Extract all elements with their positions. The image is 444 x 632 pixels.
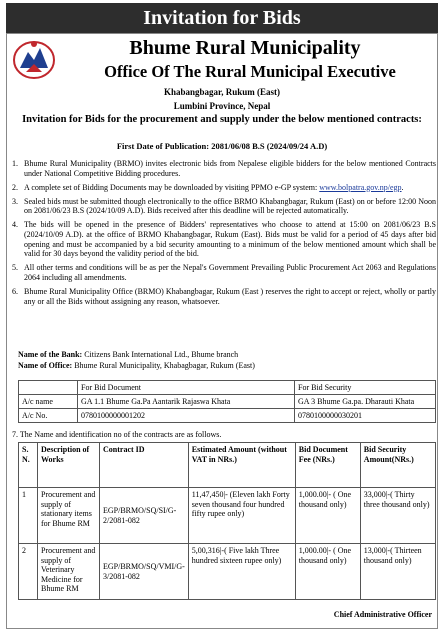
account-table bbox=[18, 380, 436, 423]
contracts-table bbox=[18, 442, 436, 600]
list-item: 1. Bhume Rural Municipality (BRMO) invites electronic bids from Nepalese eligible bidders for the below mentioned Contracts under National Competitive Bidding procedures. bbox=[12, 159, 436, 178]
list-item: 2. A complete set of Bidding Documents may be downloaded by visiting PPMO e-GP system: www.bolpatra.gov.np/egp. bbox=[12, 182, 404, 192]
nepal-emblem-icon bbox=[12, 38, 56, 80]
egp-link[interactable]: www.bolpatra.gov.np/egp bbox=[319, 182, 402, 192]
list-item: 4. The bids will be opened in the presence of Bidders' representatives who choose to attend at 15:00 on 2081/06/23 B.S (2024/10/09 A.D). at the office of BRMO Khabangbagar, Rukum (East). Bids must be valid for a period of 45 days after bid opening and must be accompanied by a bid security amounting to a minimum of the below mentioned amount which shall be valid for 30 days beyond the validity period of the bid. bbox=[12, 220, 436, 259]
office-name: Office Of The Rural Municipal Executive bbox=[104, 62, 396, 81]
signature-title: Chief Administrative Officer bbox=[333, 610, 432, 619]
terms-list bbox=[12, 159, 436, 311]
table-row: A/c name GA 1.1 Bhume Ga.Pa Aantarik Rajaswa Khata GA 3 Bhume Ga.pa. Dharauti Khata bbox=[19, 395, 436, 409]
table-row: 2 Procurement and supply of Veterinary Medicine for Bhume RM EGP/BRMO/SQ/VMI/G-3/2081-082 5,00,316|-( Five lakh Three hundred sixteen rupee only) 1,000.00|- ( One thousand only) 13,000|-( Thirteen thousand only) bbox=[19, 544, 436, 600]
address-line-1: Khabangbagar, Rukum (East) bbox=[164, 87, 280, 97]
list-item: 5. All other terms and conditions will be as per the Nepal's Government Prevailing Public Procurement Act 2063 and Regulations 2064 including all amendments. bbox=[12, 263, 436, 282]
table-row: A/c No. 0780100000001202 0780100000030201 bbox=[19, 409, 436, 423]
notice-heading: Invitation for Bids for the procurement and supply under the below mentioned contracts: bbox=[22, 114, 422, 125]
table-row: For Bid Document For Bid Security bbox=[19, 381, 436, 395]
table-row: 1 Procurement and supply of stationary items for Bhume RM EGP/BRMO/SQ/SI/G-2/2081-082 11,47,450|- (Eleven lakh Forty seven thousand four hundred fifty rupee only) 1,000.00|- ( One thousand only) 33,000|-( Thirty three thousand only) bbox=[19, 488, 436, 544]
table-header-row: S. N. Description of Works Contract ID Estimated Amount (without VAT in NRs.) Bid Document Fee (NRs.) Bid Security Amount(NRs.) bbox=[19, 443, 436, 488]
contracts-intro: 7. The Name and identification no of the contracts are as follows. bbox=[12, 430, 222, 439]
address-line-2: Lumbini Province, Nepal bbox=[173, 101, 271, 111]
municipality-name: Bhume Rural Municipality bbox=[129, 37, 361, 59]
publication-date: First Date of Publication: 2081/06/08 B.S (2024/09/24 A.D) bbox=[116, 141, 328, 151]
list-item: 3. Sealed bids must be submitted though electronically to the office BRMO Khabangbagar, Rukum (East) on or before 12:00 Noon on 2081/06/23 B.S (2024/10/09 A.D). Bids received after this deadline will be rejected automatically. bbox=[12, 196, 436, 216]
banner-title: Invitation for Bids bbox=[6, 3, 438, 33]
list-item: 6. Bhume Rural Municipality Office (BRMO) Khabangbagar, Rukum (East ) reserves the right to accept or reject, wholly or partly any or all the Bids without assigning any reason, whatsoever. bbox=[12, 287, 436, 306]
bank-details: Name of the Bank: Citizens Bank International Ltd., Bhume branch Name of Office: Bhume Rural Municipality, Khabagbagar, Rukum (East) bbox=[18, 350, 255, 370]
